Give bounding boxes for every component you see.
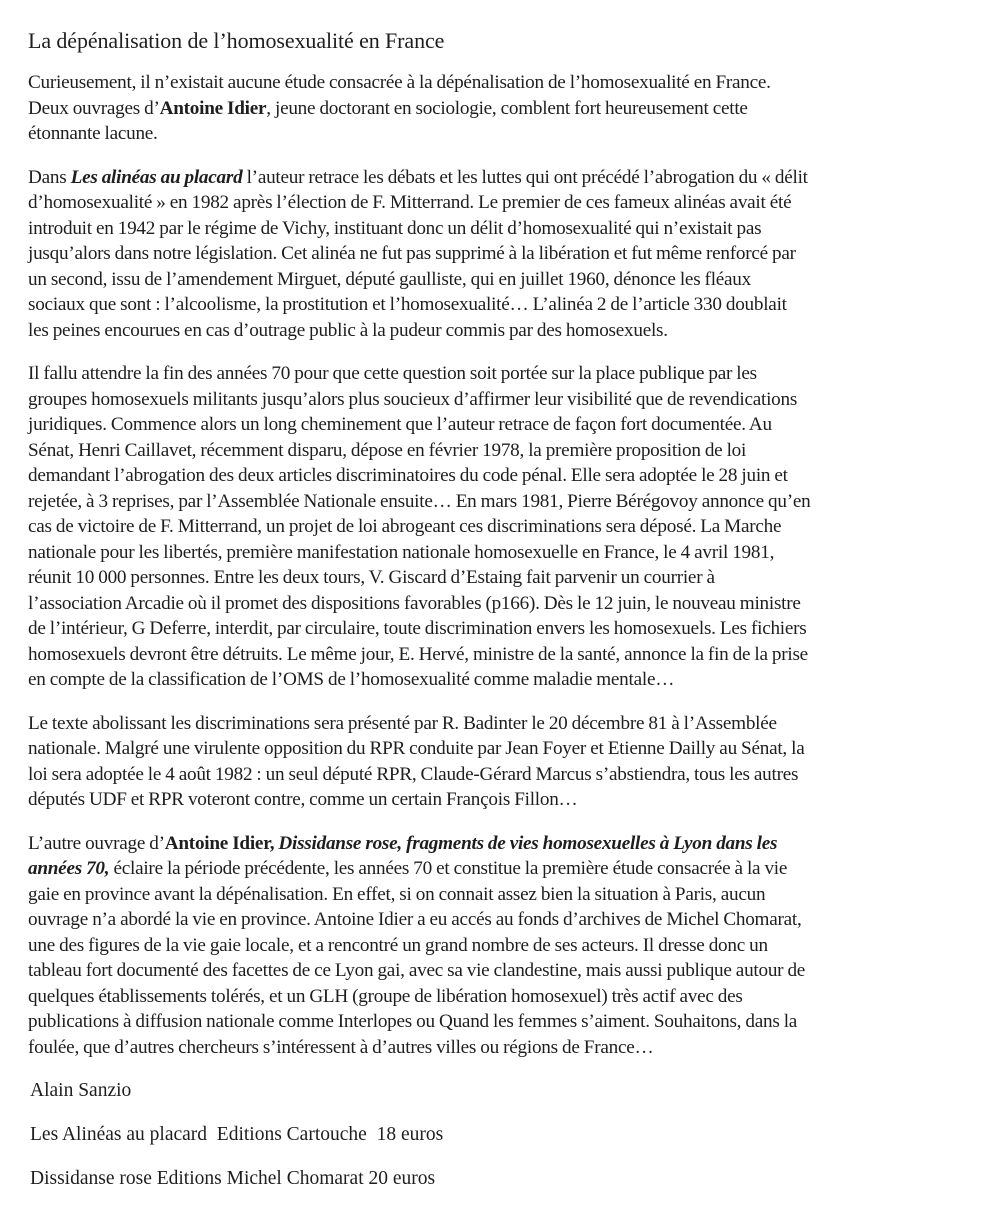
text-run: publications à diffusion nationale comme Interlopes ou Quand les femmes s’aiment. Souhaitons, dans la	[28, 1011, 798, 1032]
text-run: députés UDF et RPR voteront contre, comme un certain François Fillon…	[28, 789, 578, 810]
text-line	[28, 514, 990, 540]
text-run: les peines encourues en cas d’outrage public à la pudeur commis par des homosexuels.	[28, 319, 668, 341]
text-line	[28, 463, 990, 489]
text-run: une des figures de la vie gaie locale, et a rencontré un grand nombre de ses acteurs. Il dresse donc un	[28, 934, 768, 956]
text-line	[28, 1035, 990, 1061]
text-run: foulée, que d’autres chercheurs s’intéressent à d’autres villes ou régions de France…	[28, 1036, 654, 1058]
article-paragraph	[28, 165, 990, 344]
text-run: groupes homosexuels militants jusqu’alors plus soucieux d’affirmer leur visibilité que de revendications	[28, 388, 798, 410]
text-line	[28, 642, 990, 668]
text-line	[28, 165, 990, 191]
text-run: Il fallu attendre la fin des années 70 pour que cette question soit portée sur la place publique par les	[28, 363, 757, 384]
article-paragraph	[28, 831, 990, 1061]
text-run: , jeune doctorant en sociologie, comblent fort heureusement cette	[266, 97, 748, 119]
text-run: loi sera adoptée le 4 août 1982 : un seul député RPR, Claude-Gérard Marcus s’abstiendra, tous les autres	[28, 763, 799, 785]
text-line	[28, 565, 990, 591]
text-line	[28, 856, 990, 882]
book-reference-1: Les Alinéas au placard Editions Cartouche 18 euros	[30, 1124, 444, 1145]
text-run: Curieusement, il n’existait aucune étude consacrée à la dépénalisation de l’homosexualité en France.	[28, 72, 771, 93]
text-line	[28, 736, 990, 762]
text-run: cas de victoire de F. Mitterrand, un projet de loi abrogeant ces discriminations sera déposé. La Marche	[28, 516, 782, 537]
text-run: réunit 10 000 personnes. Entre les deux tours, V. Giscard d’Estaing fait parvenir un courrier à	[28, 567, 715, 588]
text-line	[28, 882, 990, 908]
text-run: éclaire la période précédente, les années 70 et constitue la première étude consacrée à la vie	[109, 858, 788, 879]
text-line	[28, 958, 990, 984]
text-run: en compte de la classification de l’OMS de l’homosexualité comme maladie mentale…	[28, 669, 675, 690]
text-run: d’homosexualité » en 1982 après l’élection de F. Mitterrand. Le premier de ces fameux alinéas avait été	[28, 192, 792, 213]
text-line	[28, 907, 990, 933]
text-run: introduit en 1942 par le régime de Vichy, instituant donc un délit d’homosexualité qui n’existait pas	[28, 217, 762, 239]
text-run: rejetée, à 3 reprises, par l’Assemblée Nationale ensuite… En mars 1981, Pierre Bérégovoy annonce qu’en	[28, 490, 811, 512]
author-signature: Alain Sanzio	[30, 1080, 132, 1101]
text-line	[28, 318, 990, 344]
text-line	[28, 216, 990, 242]
article-paragraph	[28, 361, 990, 693]
text-line	[28, 933, 990, 959]
text-line	[28, 711, 990, 737]
text-run: de l’intérieur, G Deferre, interdit, par circulaire, toute discrimination envers les homosexuels. Les fichiers	[28, 618, 807, 639]
text-line	[28, 1009, 990, 1035]
text-line	[28, 831, 990, 857]
text-run: jusqu’alors dans notre législation. Cet alinéa ne fut pas supprimé à la libération et fut même renforcé par	[28, 243, 796, 264]
book-title-emphasis: années 70,	[28, 858, 110, 879]
text-line	[28, 787, 990, 813]
book-title-emphasis: Les alinéas au placard	[70, 166, 243, 188]
text-line	[28, 540, 990, 566]
text-line	[28, 190, 990, 216]
text-run: tableau fort documenté des facettes de ce Lyon gai, avec sa vie clandestine, mais aussi publique autour de	[28, 960, 806, 981]
article-paragraph	[28, 70, 990, 147]
text-run: demandant l’abrogation des deux articles discriminatoires du code pénal. Elle sera adoptée le 28 juin et	[28, 465, 788, 486]
author-name-bold: Antoine Idier	[159, 97, 267, 119]
text-run: sociaux que sont : l’alcoolisme, la prostitution et l’homosexualité… L’alinéa 2 de l’article 330 doublait	[28, 294, 787, 315]
text-line	[28, 591, 990, 617]
author-name-bold: Antoine Idier,	[164, 832, 275, 854]
text-run: quelques établissements tolérés, et un GLH (groupe de libération homosexuel) très actif avec des	[28, 985, 743, 1007]
article-title: La dépénalisation de l’homosexualité en France	[28, 28, 445, 53]
text-run: homosexuels devront être détruits. Le même jour, E. Hervé, ministre de la santé, annonce la fin de la prise	[28, 643, 808, 665]
text-run: l’auteur retrace les débats et les luttes qui ont précédé l’abrogation du « délit	[242, 166, 808, 188]
text-run: ouvrage n’a abordé la vie en province. Antoine Idier a eu accés au fonds d’archives de Michel Chomarat,	[28, 909, 802, 930]
text-line	[28, 267, 990, 293]
text-line	[28, 361, 990, 387]
text-run: gaie en province avant la dépénalisation. En effet, si on connait assez bien la situation à Paris, aucun	[28, 883, 766, 905]
text-run: Sénat, Henri Caillavet, récemment disparu, dépose en février 1978, la première proposition de loi	[28, 439, 747, 461]
text-line	[28, 387, 990, 413]
text-run: un second, issu de l’amendement Mirguet, député gaulliste, qui en juillet 1960, dénonce les fléaux	[28, 268, 751, 290]
text-line	[28, 241, 990, 267]
article-paragraph	[28, 711, 990, 813]
text-line	[28, 121, 990, 147]
text-line	[28, 438, 990, 464]
text-run: Dans	[28, 166, 71, 188]
text-line	[28, 984, 990, 1010]
text-line	[28, 616, 990, 642]
text-run: nationale. Malgré une virulente opposition du RPR conduite par Jean Foyer et Etienne Dailly au Sénat, la	[28, 738, 805, 759]
book-reference-2: Dissidanse rose Editions Michel Chomarat 20 euros	[30, 1168, 436, 1189]
text-run: étonnante lacune.	[28, 123, 158, 144]
book-title-emphasis: Dissidanse rose, fragments de vies homosexuelles à Lyon dans les	[278, 832, 778, 854]
article-body	[28, 70, 990, 1060]
text-line	[28, 412, 990, 438]
text-line	[28, 96, 990, 122]
text-run: L’autre ouvrage d’	[28, 832, 165, 854]
text-run: Deux ouvrages d’	[28, 97, 160, 119]
text-run: Le texte abolissant les discriminations sera présenté par R. Badinter le 20 décembre 81 à l’Assemblée	[28, 712, 777, 734]
text-line	[28, 762, 990, 788]
text-line	[28, 70, 990, 96]
text-line	[28, 292, 990, 318]
text-run: nationale pour les libertés, première manifestation nationale homosexuelle en France, le 4 avril 1981,	[28, 541, 775, 563]
text-run: juridiques. Commence alors un long cheminement que l’auteur retrace de façon fort documentée. Au	[28, 414, 772, 435]
text-line	[28, 667, 990, 693]
text-line	[28, 489, 990, 515]
text-run: l’association Arcadie où il promet des dispositions favorables (p166). Dès le 12 juin, le nouveau ministre	[28, 592, 801, 614]
